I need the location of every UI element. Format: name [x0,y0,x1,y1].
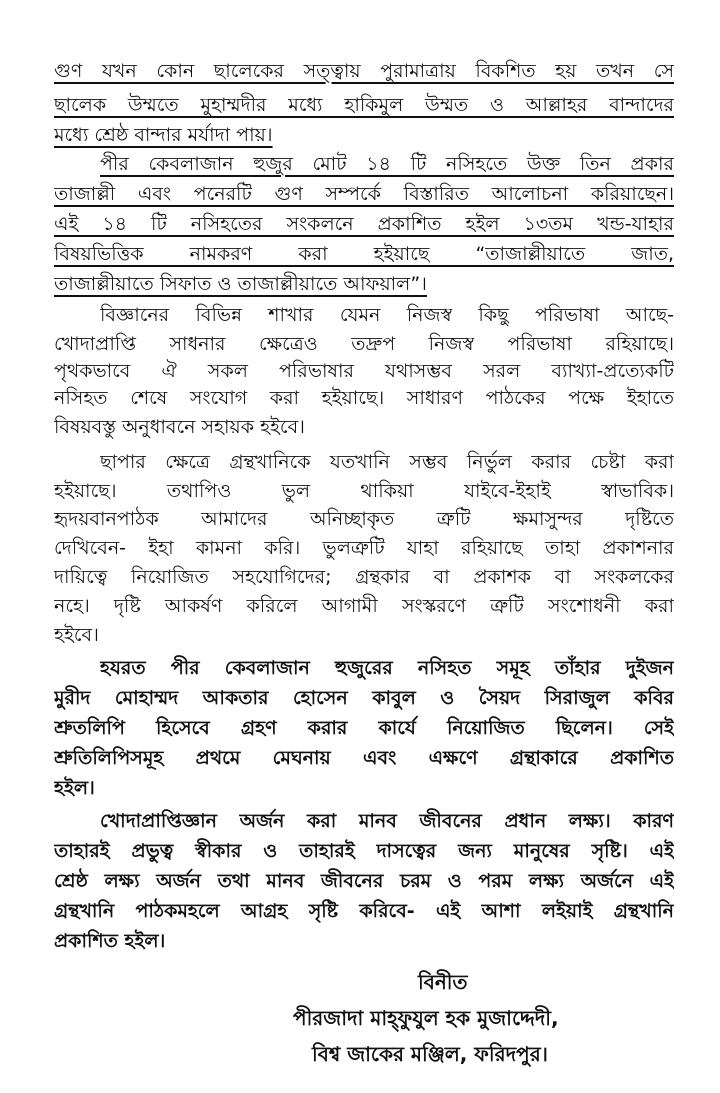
text-line: পৃথকভাবে ঐ সকল পরিভাষার যথাসম্ভব সরল ব্যাখ্যা-প্রত্যেকটি [54,360,674,382]
text-line: হইয়াছে। তথাপিও ভুল থাকিয়া যাইবে-ইহাই স্বাভাবিক। [54,480,674,502]
text-line: শ্রুতলিপি হিসেবে গ্রহণ করার কার্যে নিয়োজিত ছিলেন। সেই [54,717,674,739]
text-line: তাজাল্লী এবং পনেরটি গুণ সম্পর্কে বিস্তারিত আলোচনা করিয়াছেন। [54,183,674,205]
text-line: মুরীদ মোহাম্মদ আকতার হোসেন কাবুল ও সৈয়দ সিরাজুল কবির [54,687,674,709]
text-line: শ্রুতিলিপিসমূহ প্রথমে মেঘনায় এবং এক্ষণে গ্রন্থাকারে প্রকাশিত [54,747,674,769]
text-line: দেখিবেন- ইহা কামনা করি। ভুলত্রুটি যাহা রহিয়াছে তাহা প্রকাশনার [54,537,674,559]
text-line: খোদাপ্রাপ্তিজ্ঞান অর্জন করা মানব জীবনের প্রধান লক্ষ্য। কারণ [100,810,674,832]
text-line: হৃদয়বানপাঠক আমাদের অনিচ্ছাকৃত ত্রুটি ক্ষমাসুন্দর দৃষ্টিতে [54,508,674,530]
text-line: ছালেক উম্মতে মুহাম্মদীর মধ্যে হাকিমুল উম্মত ও আল্লাহর বান্দাদের [54,94,674,116]
text-line: গ্রন্থখানি পাঠকমহলে আগ্রহ সৃষ্টি করিবে- এই আশা লইয়াই গ্রন্থখানি [54,900,674,922]
text-line: ছাপার ক্ষেত্রে গ্রন্থখানিকে যতখানি সম্ভব নির্ভুল করার চেষ্টা করা [100,451,674,473]
text-line: গুণ যখন কোন ছালেকের সত্ত্বায় পুরামাত্রায় বিকশিত হয় তখন সে [54,60,674,82]
text-line: প্রকাশিত হইল। [54,930,166,952]
text-line: মধ্যে শ্রেষ্ঠ বান্দার মর্যাদা পায়। [54,124,273,146]
text-line: বিষয়বস্তু অনুধাবনে সহায়ক হইবে। [54,416,305,438]
text-line: এই ১৪ টি নসিহতের সংকলনে প্রকাশিত হইল ১৩তম খন্ড-যাহার [54,213,674,235]
text-line: দায়িত্বে নিয়োজিত সহযোগিদের; গ্রন্থকার বা প্রকাশক বা সংকলকের [54,566,674,588]
text-line: তাহারই প্রভুত্ব স্বীকার ও তাহারই দাসত্বের জন্য মানুষের সৃষ্টি। এই [54,840,674,862]
signature-closing: বিনীত [418,970,468,994]
text-line: শ্রেষ্ঠ লক্ষ্য অর্জন তথা মানব জীবনের চরম ও পরম লক্ষ্য অর্জনে এই [54,870,674,892]
text-line: নসিহত শেষে সংযোগ করা হইয়াছে। সাধারণ পাঠকের পক্ষে ইহাতে [54,387,674,409]
text-line: বিষয়ভিত্তিক নামকরণ করা হইয়াছে “তাজাল্লীয়াতে জাত, [54,243,674,265]
text-line: হইবে। [54,624,99,646]
signature-address: বিশ্ব জাকের মঞ্জিল, ফরিদপুর। [312,1042,548,1066]
signature-name: পীরজাদা মাহ্ফুযুল হক মুজাদ্দেদী, [293,1006,559,1030]
text-line: হযরত পীর কেবলাজান হুজুরের নসিহত সমূহ তাঁহার দুইজন [100,657,674,679]
text-line: পীর কেবলাজান হুজুর মোট ১৪ টি নসিহতে উক্ত তিন প্রকার [100,153,674,175]
text-line: বিজ্ঞানের বিভিন্ন শাখার যেমন নিজস্ব কিছু পরিভাষা আছে- [100,304,674,326]
text-line: তাজাল্লীয়াতে সিফাত ও তাজাল্লীয়াতে আফয়াল”। [54,273,427,295]
text-line: হইল। [54,777,95,799]
text-line: খোদাপ্রাপ্তি সাধনার ক্ষেত্রেও তদ্রুপ নিজস্ব পরিভাষা রহিয়াছে। [54,333,674,355]
text-line: নহে। দৃষ্টি আকর্ষণ করিলে আগামী সংস্করণে ত্রুটি সংশোধনী করা [54,595,674,617]
